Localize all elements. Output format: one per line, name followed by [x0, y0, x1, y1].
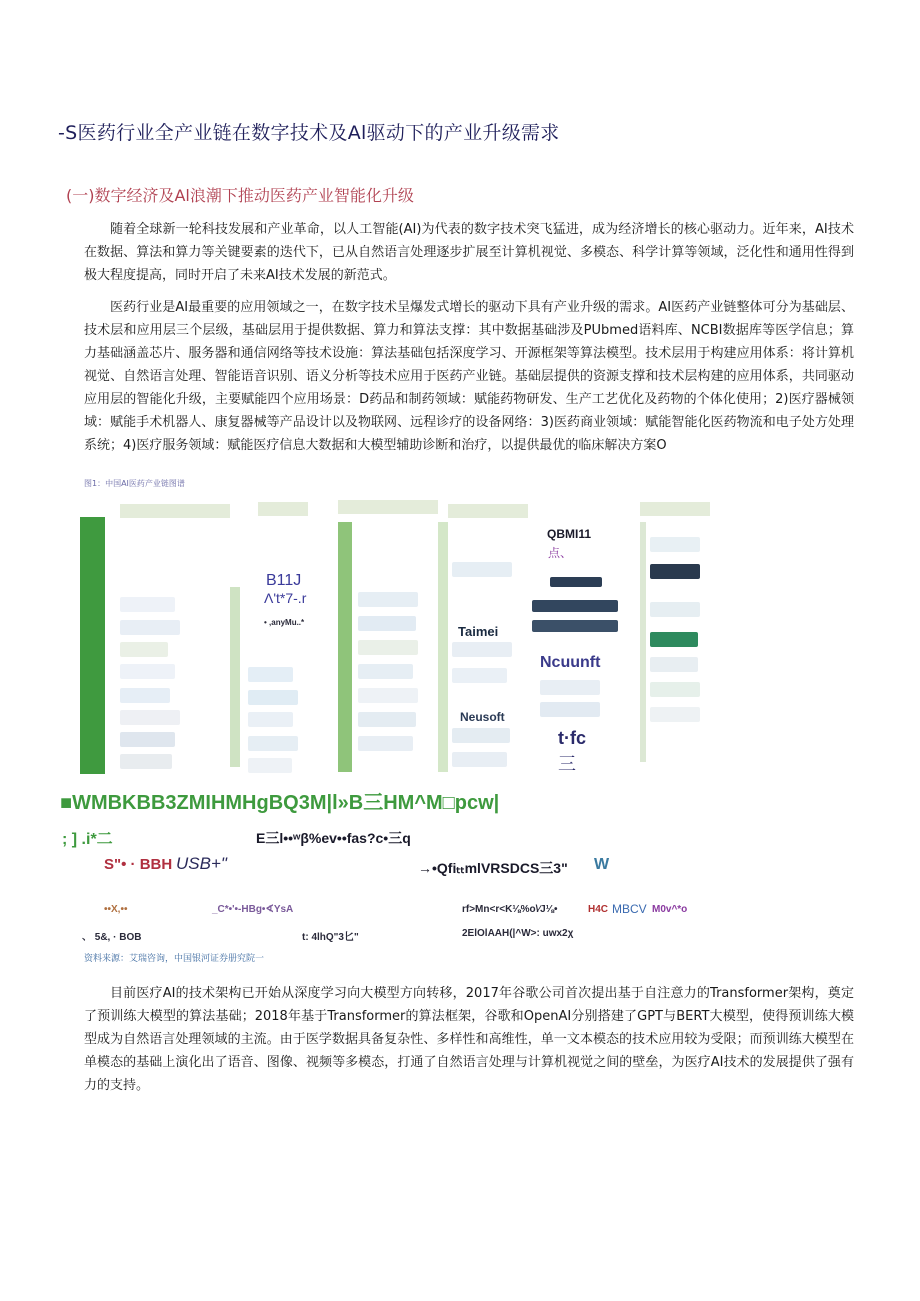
company-logo — [650, 632, 698, 647]
company-logo — [358, 664, 413, 679]
figure-text: Neusoft — [460, 710, 505, 724]
legend-row: ••X,•• — [104, 904, 128, 915]
company-logo — [120, 710, 180, 725]
company-logo — [540, 702, 600, 717]
company-logo — [540, 680, 600, 695]
company-logo — [650, 537, 700, 552]
figure-caption: 图1：中国AI医药产业链图谱 — [84, 479, 185, 488]
company-logo — [358, 616, 416, 631]
figure-side-marker — [640, 522, 646, 762]
company-logo — [358, 736, 413, 751]
company-logo — [358, 640, 418, 655]
paragraph-1: 随着全球新一轮科技发展和产业革命，以人工智能(AI)为代表的数字技术突飞猛进，成为经济增长的核心驱动力。近年来，AI技术在数据、算法和算力等关键要素的迭代下，已从自然语言处理逐步扩展至计算机视觉、多模态、科学计算等领域，泛化性和通用性得到极大程度提高，同时开启了未来AI技术发展的新范式。 — [84, 222, 854, 283]
column-header — [338, 500, 438, 514]
figure-text: 三 — [558, 754, 576, 774]
company-logo — [452, 642, 512, 657]
company-logo — [650, 602, 700, 617]
company-logo — [452, 562, 512, 577]
figure-text: Λ't*7-.r — [264, 590, 307, 606]
company-logo — [248, 712, 293, 727]
column-header — [640, 502, 710, 516]
legend-row: 2ElOlAAH(|^W>: uwx2χ — [462, 928, 574, 939]
company-logo — [120, 597, 175, 612]
company-logo — [120, 664, 175, 679]
column-header — [258, 502, 308, 516]
legend-row: S"• · BBH — [104, 856, 173, 873]
legend-row: ; ] .i*二 — [62, 831, 113, 848]
industry-chain-figure — [80, 492, 720, 774]
section-heading: -S医药行业全产业链在数字技术及Al驱动下的产业升级需求 — [58, 122, 560, 144]
company-logo — [452, 752, 507, 767]
legend-row: 、 5&, · BOB — [82, 932, 142, 943]
company-logo — [452, 668, 507, 683]
company-logo — [120, 688, 170, 703]
company-logo — [248, 667, 293, 682]
legend-row: t: 4lhQ"3匕" — [302, 932, 359, 943]
legend-row: _C*•'•-HBg•∢YsA — [212, 904, 294, 915]
column-header — [448, 504, 528, 518]
figure-text: B11J — [266, 572, 302, 589]
legend-row: W — [594, 856, 610, 873]
company-logo — [358, 712, 416, 727]
company-logo — [248, 758, 292, 773]
company-logo — [650, 707, 700, 722]
figure-blank-panel — [108, 517, 262, 585]
figure-text: Taimei — [458, 624, 499, 639]
figure-side-marker — [338, 522, 352, 772]
company-logo — [358, 592, 418, 607]
source-note: 资料来源：艾瑞咨询，中国银河证券册究院一 — [84, 954, 265, 964]
legend-row: M0v^*o — [652, 904, 688, 915]
figure-text: Ncuunft — [540, 654, 601, 671]
figure-side-marker — [230, 587, 240, 767]
column-header — [120, 504, 230, 518]
company-logo — [358, 688, 418, 703]
legend-row: ■WMBKBB3ZMIHMHgBQ3M|l»B三HM^M□pcw| — [60, 792, 500, 814]
company-logo — [532, 600, 618, 612]
company-logo — [550, 577, 602, 587]
figure-green-sidebar — [80, 517, 105, 774]
figure-text: • ,anyMu..* — [264, 618, 305, 627]
company-logo — [248, 690, 298, 705]
legend-row: rf>Mn<r<K⅛%o\∕J⅛• — [462, 904, 558, 915]
company-logo — [248, 736, 298, 751]
paragraph-2: 医药行业是AI最重要的应用领域之一，在数字技术呈爆发式增长的驱动下具有产业升级的需求。AI医药产业链整体可分为基础层、技术层和应用层三个层级，基础层用于提供数据、算力和算法支撑：其中数据基础涉及PUbmed语料库、NCBI数据库等医学信息；算力基础涵盖芯片、服务器和通信网络等技术设施：算法基础包括深度学习、开源框架等算法模型。技术层用于构建应用体系：将计算机视觉、自然语言处理、智能语音识别、语义分析等技术应用于医药产业链。基础层提供的资源支撑和技术层构建的应用体系，共同驱动应用层的智能化升级，主要赋能四个应用场景：D药品和制药领域：赋能药物研发、生产工艺优化及药物的个体化使用；2)医疗器械领域：赋能手术机器人、康复器械等产品设计以及物联网、远程诊疗的设备网络：3)医药商业领域：赋能智能化医药物流和电子处方处理系统；4)医疗服务领域：赋能医疗信息大数据和大模型辅助诊断和治疗，以提供最优的临床解决方案O — [84, 300, 854, 453]
figure-text: t·fc — [558, 728, 586, 748]
legend-row: H4C — [588, 904, 609, 915]
company-logo — [120, 620, 180, 635]
figure-side-marker — [438, 522, 448, 772]
figure-text: QBMI11 — [547, 527, 592, 541]
figure-text: 点、 — [548, 546, 573, 560]
company-logo — [120, 642, 168, 657]
legend-row: MBCV — [612, 902, 647, 916]
legend-row: E三l••ʷβ%ev••fas?c•三q — [256, 830, 411, 846]
legend-row: →•QfiₜₜmlVRSDCS三3" — [418, 860, 568, 876]
company-logo — [120, 754, 172, 769]
company-logo — [650, 682, 700, 697]
paragraph-3: 目前医疗AI的技术架构已开始从深度学习向大模型方向转移，2017年谷歌公司首次提出基于自注意力的Transformer架构，奠定了预训练大模型的算法基础；2018年基于Transformer的算法框架，谷歌和OpenAI分别搭建了GPT与BERT大模型，使得预训练大模型成为自然语言处理领域的主流。由于医学数据具备复杂性、多样性和高维性，单一文本模态的技术应用较为受限；而预训练大模型在单模态的基础上演化出了语音、图像、视频等多模态，打通了自然语言处理与计算机视觉之间的壁垒，为医疗AI技术的发展提供了强有力的支持。 — [84, 986, 854, 1093]
company-logo — [650, 657, 698, 672]
company-logo — [120, 732, 175, 747]
legend-row: USB+" — [176, 854, 227, 873]
company-logo — [532, 620, 618, 632]
company-logo — [650, 564, 700, 579]
subsection-heading: (一)数字经济及Al浪潮下推动医药产业智能化升级 — [66, 186, 414, 205]
company-logo — [452, 728, 510, 743]
